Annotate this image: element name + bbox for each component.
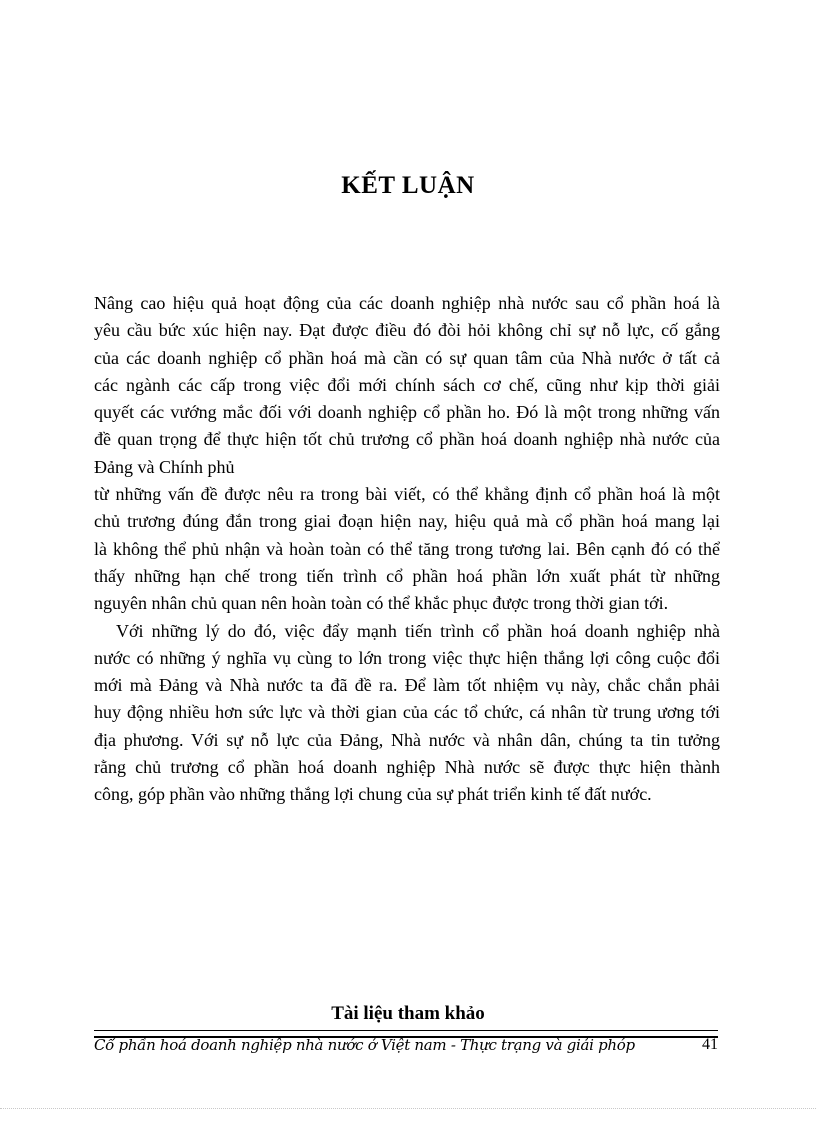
page-title: KẾT LUẬN (341, 172, 475, 199)
page-edge-divider (0, 1108, 816, 1109)
page-number: 41 (702, 1036, 718, 1053)
paragraph-line: nước có những ý nghĩa vụ cùng to lớn trong việc thực hiện thắng lợi công cuộc đổi (94, 647, 720, 668)
paragraph-line: các ngành các cấp trong việc đổi mới chính sách cơ chế, cũng như kịp thời giải (94, 374, 720, 395)
paragraph-line: Với những lý do đó, việc đẩy mạnh tiến trình cổ phần hoá doanh nghiệp nhà (116, 620, 720, 641)
paragraph-line: địa phương. Với sự nỗ lực của Đảng, Nhà nước và nhân dân, chúng ta tin tưởng (94, 729, 720, 750)
paragraph-line: thấy những hạn chế trong tiến trình cổ phần hoá phần lớn xuất phát từ những (94, 565, 720, 586)
paragraph-line: huy động nhiều hơn sức lực và thời gian của các tổ chức, cá nhân từ trung ương tới (94, 702, 720, 723)
paragraph-line: của các doanh nghiệp cổ phần hoá mà cần có sự quan tâm của Nhà nước ở tất cả (94, 347, 720, 368)
paragraph-line: yêu cầu bức xúc hiện nay. Đạt được điều đó đòi hỏi không chỉ sự nỗ lực, cố gắng (94, 320, 720, 341)
paragraph-line: công, góp phần vào những thắng lợi chung của sự phát triển kinh tế đất nước. (94, 784, 652, 805)
paragraph-line: Nâng cao hiệu quả hoạt động của các doanh nghiệp nhà nước sau cổ phần hoá là (94, 293, 720, 313)
paragraph-line: từ những vấn đề được nêu ra trong bài viết, có thể khẳng định cổ phần hoá là một (94, 484, 720, 505)
paragraph-line: nguyên nhân chủ quan nên hoàn toàn có thể khắc phục được trong thời gian tới. (94, 593, 669, 614)
paragraph-line: Đảng và Chính phủ (94, 456, 235, 477)
conclusion-body (94, 290, 720, 809)
paragraph-line: rằng chủ trương cổ phần hoá doanh nghiệp Nhà nước sẽ được thực hiện thành (94, 757, 720, 778)
paragraph-line: quyết các vướng mắc đối với doanh nghiệp cổ phần ho. Đó là một trong những vấn (94, 402, 720, 423)
paragraph-line: là không thể phủ nhận và hoàn toàn có thể tăng trong tương lai. Bên cạnh đó có thể (94, 538, 720, 559)
paragraph-line: đề quan trọng để thực hiện tốt chủ trương cổ phần hoá doanh nghiệp nhà nước của (94, 429, 720, 450)
references-heading: Tài liệu tham khảo (331, 1003, 485, 1024)
paragraph-line: chủ trương đúng đắn trong giai đoạn hiện nay, hiệu quả mà cổ phần hoá mang lại (94, 511, 720, 532)
footer-title: Cổ phần hoá doanh nghiệp nhà nước ở Việt nam - Thực trạng và giải phóp (94, 1036, 635, 1054)
paragraph-line: mới mà Đảng và Nhà nước ta đã đề ra. Để làm tốt nhiệm vụ này, chắc chắn phải (94, 675, 720, 696)
